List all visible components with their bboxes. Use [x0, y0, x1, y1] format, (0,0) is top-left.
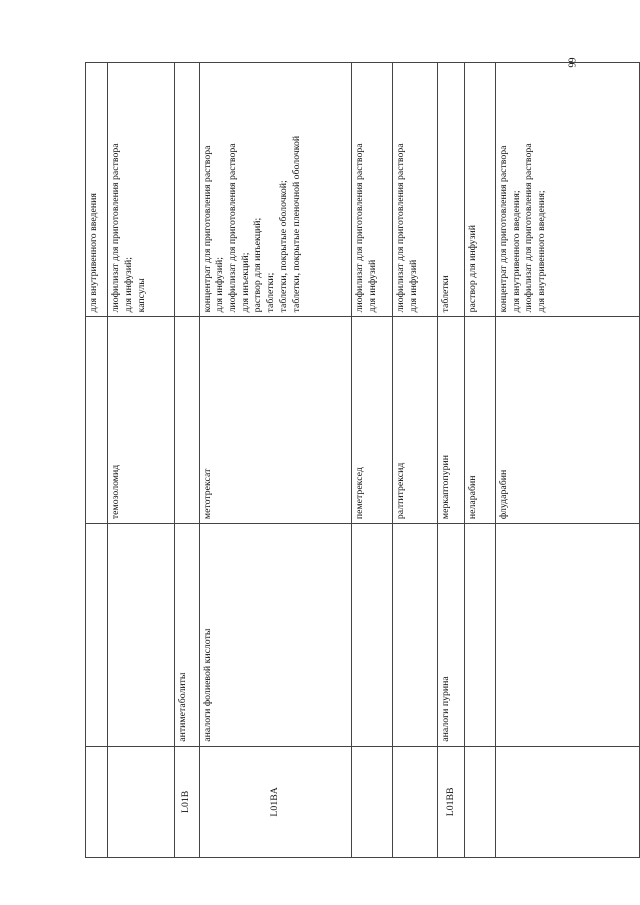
substance-cell: меркаптопурин [437, 317, 465, 524]
form-line: для инфузий; [122, 257, 134, 313]
form-line: для инъекций; [239, 252, 251, 313]
code-cell: L01BA [199, 746, 351, 857]
code-cell: L01BB [437, 746, 465, 857]
form-line: лиофилизат для приготовления раствора [395, 143, 407, 313]
substance-cell: метотрексат [199, 317, 351, 524]
table-row [351, 63, 393, 858]
table-row [199, 63, 351, 858]
form-line: лиофилизат для приготовления раствора [353, 143, 365, 313]
substance-cell: темозоломид [108, 317, 174, 524]
forms-cell [437, 63, 465, 317]
forms-cell [393, 63, 437, 317]
forms-cell [108, 63, 174, 317]
code-cell [86, 746, 108, 857]
group-cell [108, 524, 174, 747]
form-line: таблетки [439, 275, 451, 313]
group-cell [495, 524, 639, 747]
form-line: таблетки, покрытые пленочной оболочкой [290, 135, 302, 313]
form-line: раствор для инъекций; [252, 217, 264, 313]
form-line: концентрат для приготовления раствора [497, 145, 509, 313]
form-line: таблетки, покрытые оболочкой; [277, 180, 289, 313]
substance-cell: пеметрексед [351, 317, 393, 524]
code-cell [465, 746, 495, 857]
form-line: для инфузий; [214, 257, 226, 313]
form-line: для инфузий [366, 259, 378, 313]
group-cell: аналоги фолиевой кислоты [199, 524, 351, 747]
form-line: лиофилизат для приготовления раствора [227, 143, 239, 313]
group-cell [393, 524, 437, 747]
group-cell [351, 524, 393, 747]
table-row [393, 63, 437, 858]
form-line: таблетки; [265, 272, 277, 313]
form-line: для внутривенного введения; [510, 190, 522, 313]
rotated-page-content [85, 62, 640, 858]
table-row [495, 63, 639, 858]
form-line: для инфузий [408, 259, 420, 313]
substance-cell: ралтитрексид [393, 317, 437, 524]
drug-table [85, 62, 640, 858]
form-line: раствор для инфузий [467, 225, 479, 313]
forms-cell [465, 63, 495, 317]
code-cell [495, 746, 639, 857]
forms-cell [199, 63, 351, 317]
table-row [174, 63, 199, 858]
substance-cell: неларабин [465, 317, 495, 524]
table-row [437, 63, 465, 858]
group-cell: антиметаболиты [174, 524, 199, 747]
code-cell: L01B [174, 746, 199, 857]
group-cell [465, 524, 495, 747]
form-line: лиофилизат для приготовления раствора [523, 143, 535, 313]
substance-cell [86, 317, 108, 524]
forms-cell [86, 63, 108, 317]
group-cell: аналоги пурина [437, 524, 465, 747]
code-cell [393, 746, 437, 857]
form-line: для внутривенного введения [88, 193, 99, 313]
substance-cell: флударабин [495, 317, 639, 524]
code-cell [351, 746, 393, 857]
table-row [465, 63, 495, 858]
forms-cell [351, 63, 393, 317]
page-number: 66 [565, 57, 577, 68]
forms-cell [174, 63, 199, 317]
form-line: для внутривенного введения; [536, 190, 548, 313]
table-row [108, 63, 174, 858]
table-row [86, 63, 108, 858]
form-line: концентрат для приготовления раствора [201, 145, 213, 313]
forms-cell [495, 63, 639, 317]
substance-cell [174, 317, 199, 524]
form-line: лиофилизат для приготовления раствора [110, 143, 122, 313]
form-line: капсулы [135, 278, 147, 313]
group-cell [86, 524, 108, 747]
code-cell [108, 746, 174, 857]
